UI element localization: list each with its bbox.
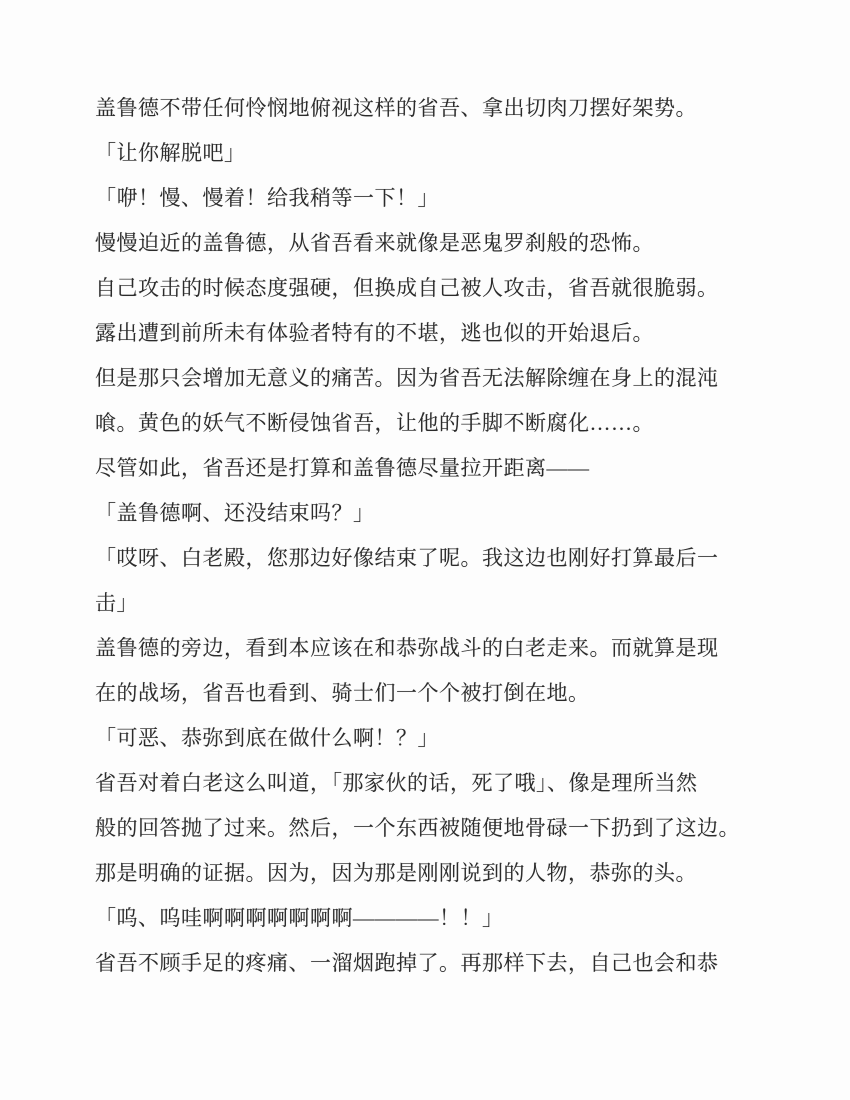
text-line: 在的战场，省吾也看到、骑士们一个个被打倒在地。 <box>95 681 590 705</box>
text-line: 击」 <box>95 591 138 615</box>
text-line: 「可恶、恭弥到底在做什么啊！？」 <box>95 726 439 750</box>
text-line: 「让你解脱吧」 <box>95 141 246 165</box>
text-line: 喰。黄色的妖气不断侵蚀省吾，让他的手脚不断腐化……。 <box>95 411 654 435</box>
text-line: 但是那只会增加无意义的痛苦。因为省吾无法解除缠在身上的混沌 <box>95 366 719 390</box>
text-line: 盖鲁德的旁边，看到本应该在和恭弥战斗的白老走来。而就算是现 <box>95 636 719 660</box>
text-line: 慢慢迫近的盖鲁德，从省吾看来就像是恶鬼罗刹般的恐怖。 <box>95 231 654 255</box>
text-line: 尽管如此，省吾还是打算和盖鲁德尽量拉开距离—— <box>95 456 590 480</box>
text-line: 般的回答抛了过来。然后，一个东西被随便地骨碌一下扔到了这边。 <box>95 816 740 840</box>
text-line: 露出遭到前所未有体验者特有的不堪，逃也似的开始退后。 <box>95 321 654 345</box>
text-line: 那是明确的证据。因为，因为那是刚刚说到的人物，恭弥的头。 <box>95 861 697 885</box>
text-line: 省吾不顾手足的疼痛、一溜烟跑掉了。再那样下去，自己也会和恭 <box>95 951 719 975</box>
text-line: 「盖鲁德啊、还没结束吗？」 <box>95 501 375 525</box>
text-line: 自己攻击的时候态度强硬，但换成自己被人攻击，省吾就很脆弱。 <box>95 276 719 300</box>
text-line: 省吾对着白老这么叫道，「那家伙的话，死了哦」、像是理所当然 <box>95 771 698 795</box>
text-line: 盖鲁德不带任何怜悯地俯视这样的省吾、拿出切肉刀摆好架势。 <box>95 96 697 120</box>
text-block <box>95 86 770 986</box>
text-line: 「咿！慢、慢着！给我稍等一下！」 <box>95 186 439 210</box>
text-line: 「呜、呜哇啊啊啊啊啊啊啊————！！」 <box>95 906 504 930</box>
text-line: 「哎呀、白老殿，您那边好像结束了呢。我这边也刚好打算最后一 <box>95 546 719 570</box>
